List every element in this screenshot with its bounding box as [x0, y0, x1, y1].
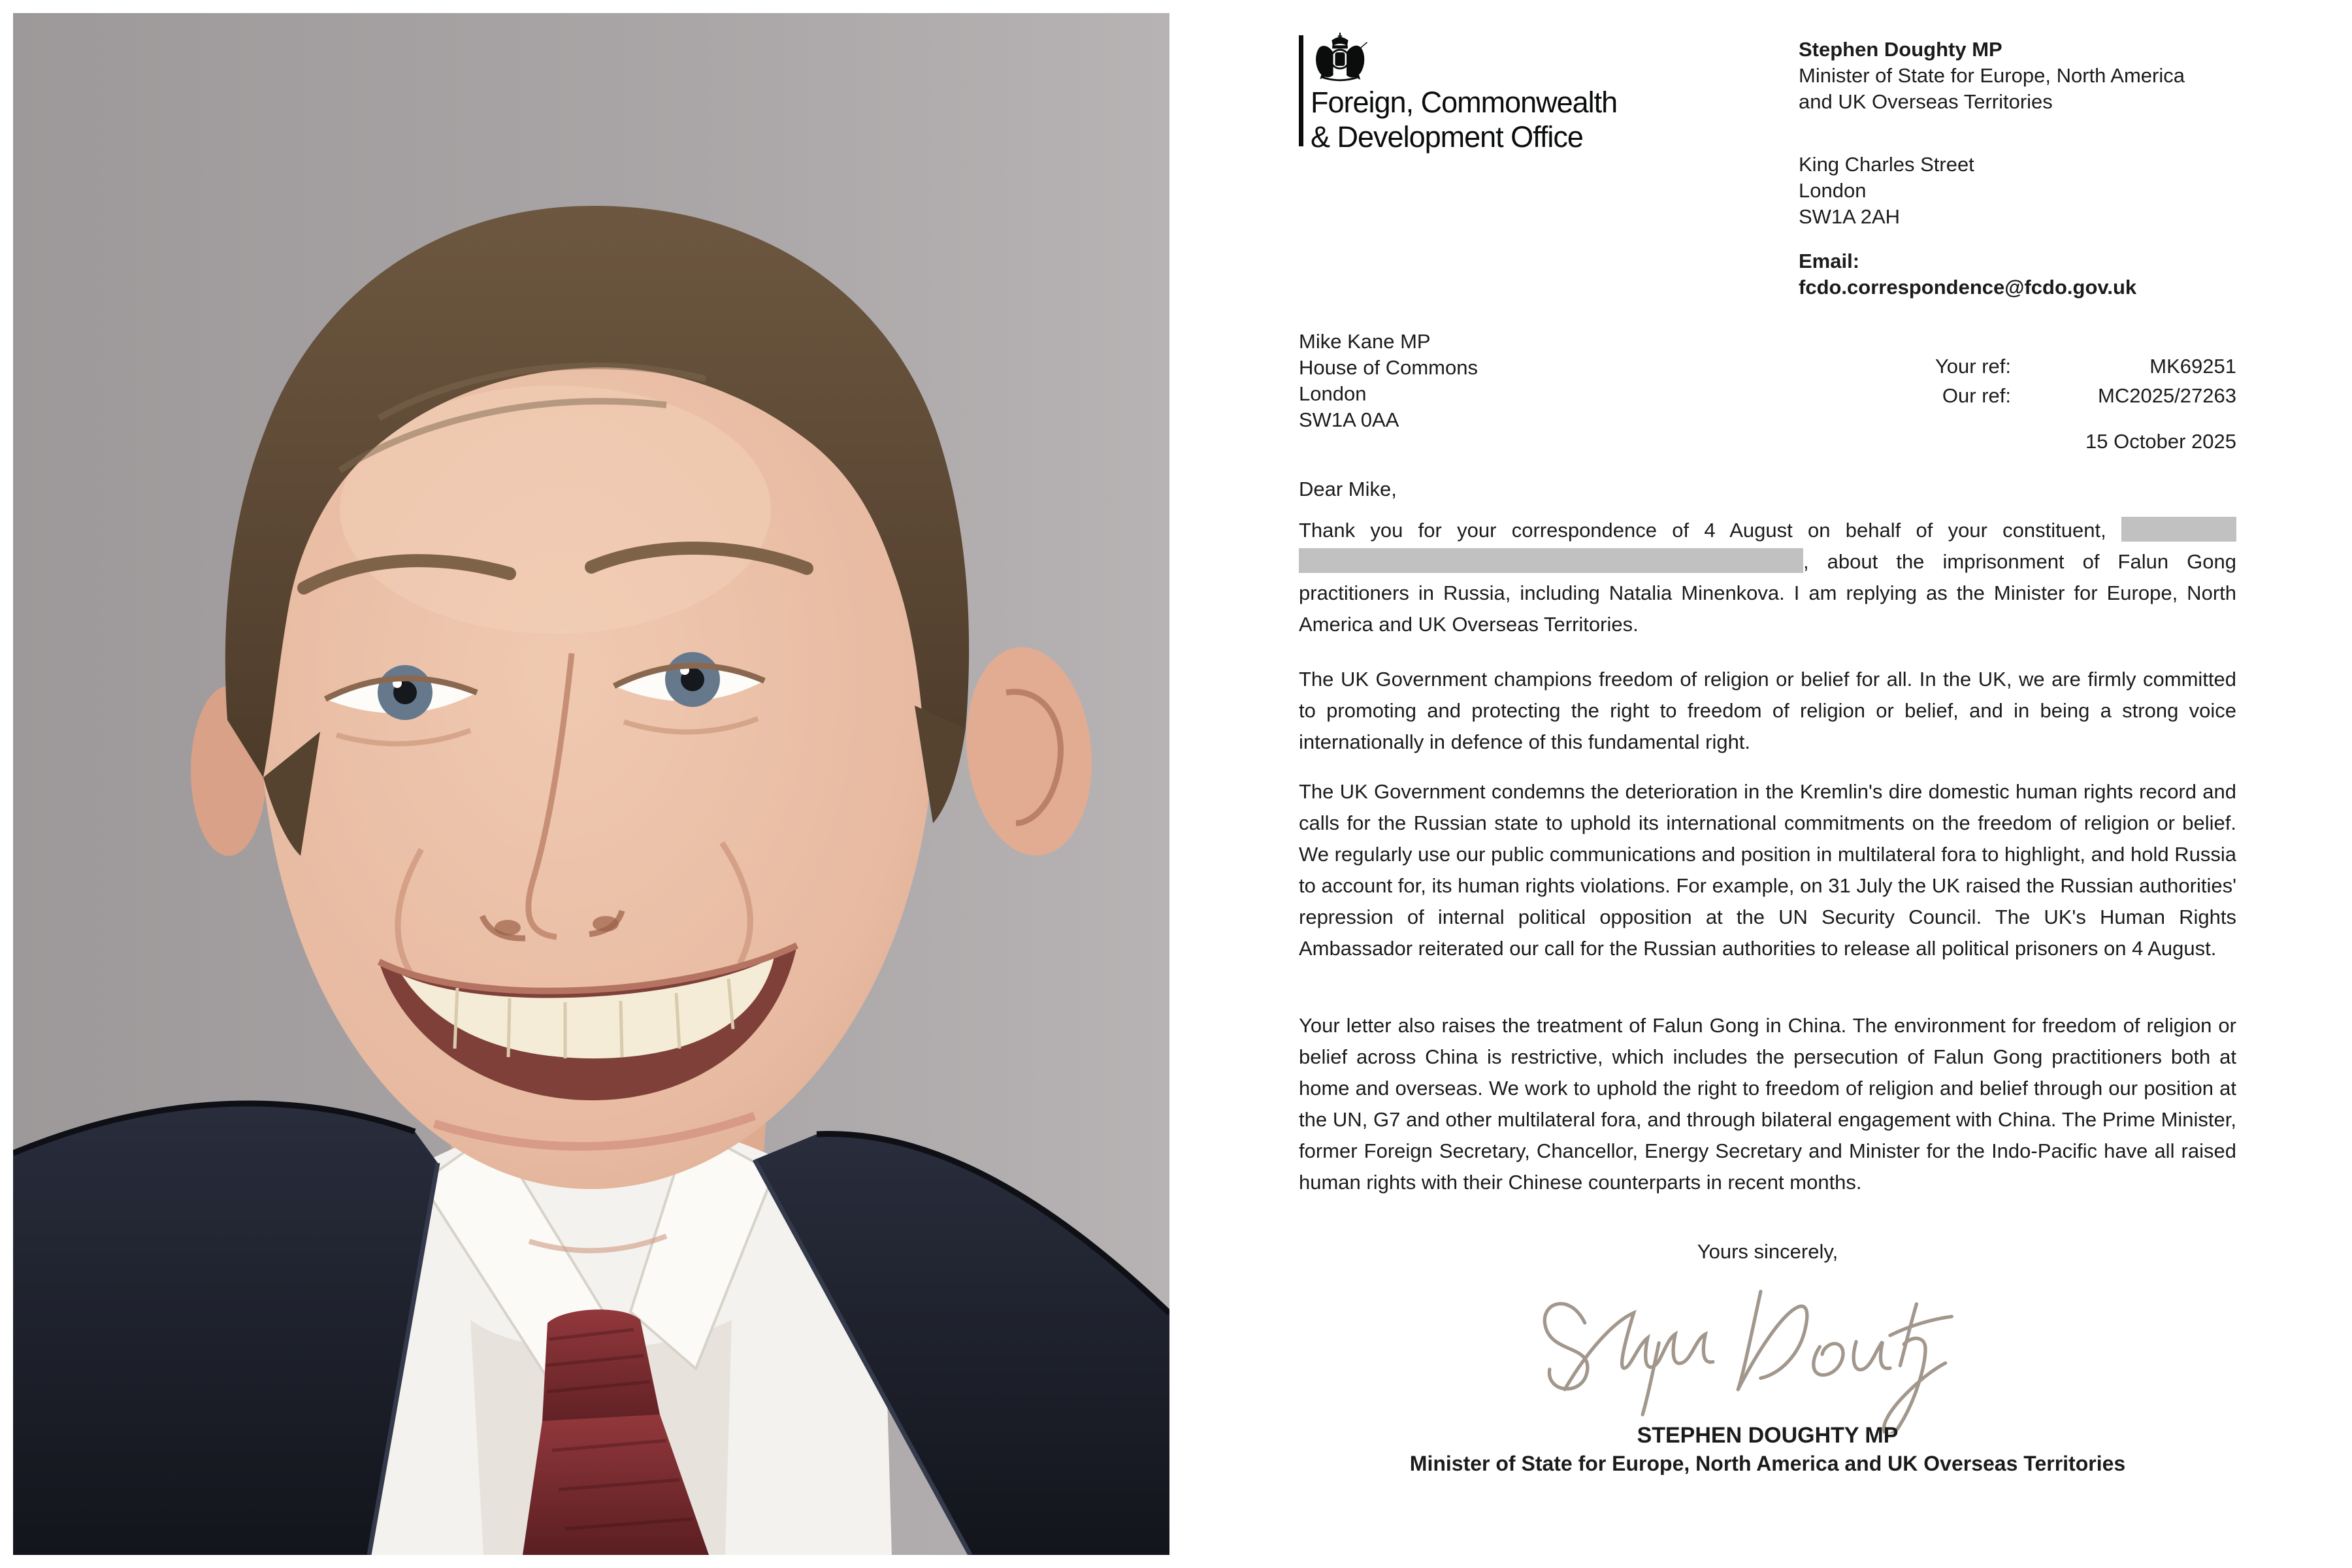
recipient-line: House of Commons — [1299, 356, 1478, 379]
portrait-photo-art — [13, 13, 1169, 1555]
salutation: Dear Mike, — [1299, 478, 1397, 500]
body-paragraph-4: Your letter also raises the treatment of Falun Gong in China. The environment for freedom of religion or belief across China is restrictive, which includes the persecution of Falun Gong practitioners both at home and overseas. We work to uphold the right to freedom of religion and belief through our position at the UN, G7 and other multilateral fora, and through bilateral engagement with China. The Prime Minister, former Foreign Secretary, Chancellor, Energy Secretary and Minister for the Indo-Pacific have all raised human rights with their Chinese counterparts in recent months. — [1299, 1014, 2236, 1194]
sender-name: Stephen Doughty MP — [1799, 38, 2002, 61]
letter-date: 15 October 2025 — [2085, 430, 2236, 453]
signature-handwriting — [1527, 1270, 1959, 1433]
closing-line: Yours sincerely, — [1697, 1240, 1838, 1263]
our-ref-label: Our ref: — [1942, 384, 2011, 407]
royal-crest-icon — [1312, 31, 1368, 84]
signoff-title: Minister of State for Europe, North America and UK Overseas Territories — [1409, 1452, 2126, 1475]
sender-address-line: SW1A 2AH — [1799, 205, 1901, 228]
signoff-name: STEPHEN DOUGHTY MP — [1637, 1423, 1899, 1448]
redaction-block — [2121, 517, 2236, 542]
body-paragraph-1 — [1299, 515, 2236, 640]
your-ref-value: MK69251 — [2149, 355, 2236, 378]
fcdo-logo-line2: & Development Office — [1311, 120, 1583, 154]
sender-block — [1799, 37, 2222, 301]
body-paragraph-2: The UK Government champions freedom of religion or belief for all. In the UK, we are firmly committed to promoting and protecting the right to freedom of religion or belief, and in being a strong voice internationally in defence of this fundamental right. — [1299, 668, 2236, 753]
sender-address-line: King Charles Street — [1799, 153, 1974, 176]
fcdo-logo-text — [1311, 85, 1617, 154]
your-ref-label: Your ref: — [1935, 355, 2011, 378]
recipient-line: Mike Kane MP — [1299, 330, 1431, 353]
our-ref-value: MC2025/27263 — [2098, 384, 2236, 407]
recipient-block — [1299, 329, 1478, 433]
para1-text-after: , about the imprisonment of Falun Gong practitioners in Russia, including Natalia Minenkova. I am replying as the Minister for Europe, North America and UK Overseas Territories. — [1299, 550, 2236, 636]
recipient-line: London — [1299, 382, 1367, 405]
sender-address-line: London — [1799, 179, 1867, 202]
our-ref-row — [1648, 381, 2236, 410]
reference-block — [1648, 351, 2236, 410]
recipient-line: SW1A 0AA — [1299, 408, 1399, 431]
fcdo-logo-line1: Foreign, Commonwealth — [1311, 86, 1618, 119]
sender-title: Minister of State for Europe, North America and UK Overseas Territories — [1799, 64, 2185, 113]
letter — [1299, 0, 2236, 1568]
your-ref-row — [1648, 351, 2236, 381]
portrait-photo — [13, 13, 1169, 1555]
email-address: fcdo.correspondence@fcdo.gov.uk — [1799, 276, 2137, 299]
fcdo-logo-bar — [1299, 35, 1303, 146]
sender-email-block — [1799, 248, 2222, 301]
body-paragraph-3: The UK Government condemns the deterioration in the Kremlin's dire domestic human rights record and calls for the Russian state to uphold its international commitments on the freedom of religion or belief. We regularly use our public communications and position in multilateral fora to highlight, and hold Russia to account for, its human rights violations. For example, on 31 July the UK raised the Russian authorities' repression of internal political opposition at the UN Security Council. The UK's Human Rights Ambassador reiterated our call for the Russian authorities to release all political prisoners on 4 August. — [1299, 780, 2236, 960]
redaction-block — [1299, 548, 1803, 573]
email-label: Email: — [1799, 250, 1860, 272]
sender-address — [1799, 152, 2222, 230]
para1-text-before: Thank you for your correspondence of 4 August on behalf of your constituent, — [1299, 519, 2106, 542]
